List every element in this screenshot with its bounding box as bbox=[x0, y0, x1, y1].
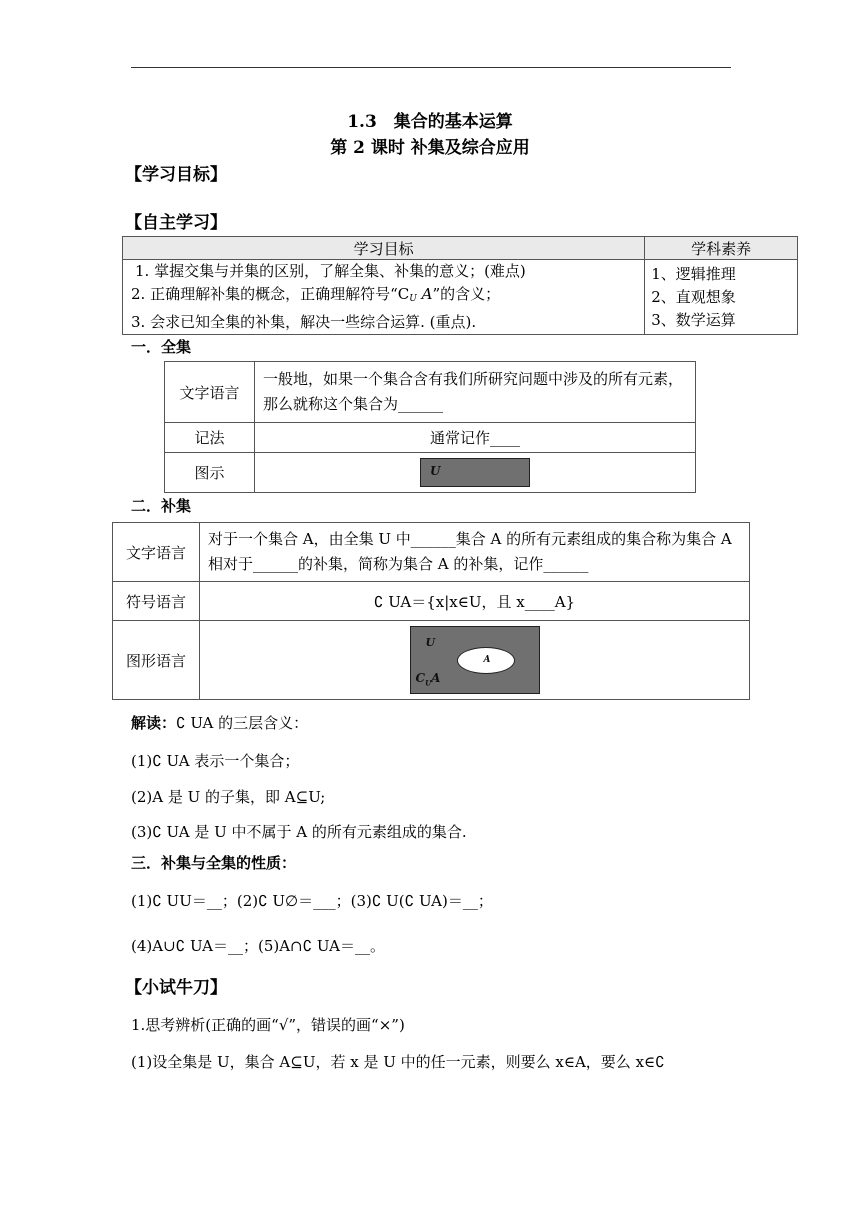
complement-venn-diagram bbox=[410, 626, 540, 694]
page-subtitle: 第 2 课时 补集及综合应用 bbox=[330, 138, 530, 158]
section-self-study-heading: 【自主学习】 bbox=[125, 213, 227, 233]
literacy-item: 2、直观想象 bbox=[651, 287, 736, 306]
properties-line: (1)∁ UU＝__；(2)∁ U∅＝___；(3)∁ U(∁ UA)＝__； bbox=[131, 892, 493, 910]
literacy-item: 1、逻辑推理 bbox=[651, 264, 736, 283]
universal-table bbox=[164, 361, 696, 493]
complement-row-label: 图形语言 bbox=[113, 621, 200, 700]
objective-item: 3. 会求已知全集的补集，解决一些综合运算. (重点). bbox=[131, 313, 477, 331]
complement-diagram-cell bbox=[200, 621, 750, 700]
literacy-list bbox=[645, 260, 798, 335]
universal-diagram-cell bbox=[255, 453, 696, 493]
universal-row-label: 记法 bbox=[165, 423, 255, 453]
universal-set-diagram: U bbox=[420, 458, 530, 487]
venn-set-a-label: A bbox=[483, 655, 491, 665]
objectives-header: 学习目标 bbox=[123, 237, 645, 260]
exercise-item: (1)设全集是 U，集合 A⊆U，若 x 是 U 中的任一元素，则要么 x∈A，要么 x∈∁ bbox=[131, 1053, 665, 1071]
universal-definition: 一般地，如果一个集合含有我们所研究问题中涉及的所有元素，那么就称这个集合为______ bbox=[255, 362, 696, 423]
complement-heading: 二．补集 bbox=[131, 497, 192, 515]
page-title: 1.3 集合的基本运算 bbox=[347, 112, 513, 132]
complement-symbol: ∁ UA＝{x|x∈U，且 x____A} bbox=[200, 582, 750, 621]
venn-complement-label: $C_UA$ bbox=[415, 671, 441, 688]
universal-heading: 一．全集 bbox=[131, 338, 192, 356]
properties-heading: 三．补集与全集的性质： bbox=[131, 854, 297, 872]
properties-line: (4)A∪∁ UA＝__；(5)A∩∁ UA＝__。 bbox=[131, 937, 385, 955]
complement-table bbox=[112, 522, 750, 700]
objective-item: 2. 正确理解补集的概念，正确理解符号“$C_U$ A”的含义； bbox=[131, 285, 501, 304]
trial-heading: 【小试牛刀】 bbox=[125, 978, 227, 998]
interpretation-lead: 解读：∁ UA 的三层含义： bbox=[131, 714, 309, 732]
interpretation-item: (1)∁ UA 表示一个集合； bbox=[131, 752, 300, 770]
interpretation-item: (3)∁ UA 是 U 中不属于 A 的所有元素组成的集合. bbox=[131, 823, 467, 841]
complement-definition: 对于一个集合 A，由全集 U 中______集合 A 的所有元素组成的集合称为集合 A 相对于______的补集，简称为集合 A 的补集，记作______ bbox=[200, 523, 750, 582]
literacy-header: 学科素养 bbox=[645, 237, 798, 260]
complement-row-label: 文字语言 bbox=[113, 523, 200, 582]
universal-row-label: 图示 bbox=[165, 453, 255, 493]
universal-row-label: 文字语言 bbox=[165, 362, 255, 423]
complement-row-label: 符号语言 bbox=[113, 582, 200, 621]
objective-item: 1. 掌握交集与并集的区别，了解全集、补集的意义；(难点) bbox=[135, 262, 526, 280]
section-objectives-heading: 【学习目标】 bbox=[125, 165, 227, 185]
literacy-item: 3、数学运算 bbox=[651, 310, 736, 329]
interpretation-item: (2)A 是 U 的子集，即 A⊆U; bbox=[131, 788, 326, 806]
exercise-instruction: 1.思考辨析(正确的画“√”，错误的画“×”) bbox=[131, 1016, 405, 1034]
top-rule bbox=[131, 67, 731, 68]
objectives-table bbox=[122, 236, 798, 335]
universal-notation: 通常记作____ bbox=[255, 423, 696, 453]
venn-universe-label: U bbox=[425, 636, 436, 649]
objectives-list bbox=[123, 260, 645, 335]
